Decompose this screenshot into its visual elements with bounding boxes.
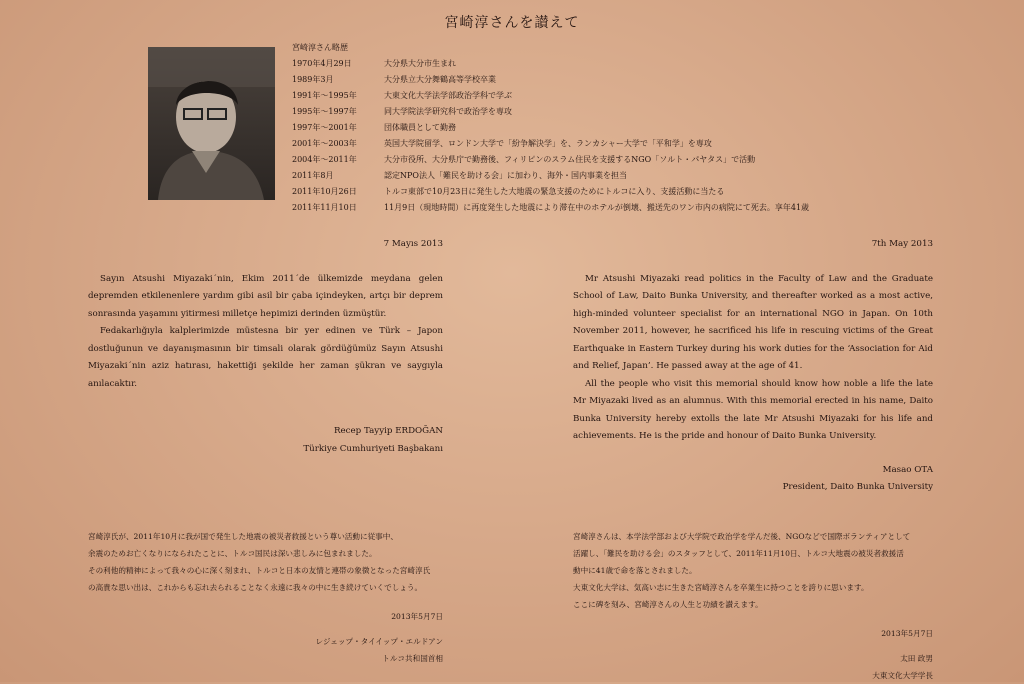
bio-text: 大分県大分市生まれ [384,59,456,68]
biography [292,40,809,216]
bio-row [292,72,809,88]
turkish-signatory-name: Recep Tayyip ERDOĞAN [333,426,443,436]
bio-text: 大分県立大分舞鶴高等学校卒業 [384,75,496,84]
jp-left-line: 宮崎淳氏が、2011年10月に我が国で発生した地震の被災者救援という尊い活動に従事中、 [88,532,398,541]
bio-row [292,152,809,168]
bio-row [292,200,809,216]
english-signatory-name: Masao OTA [882,464,933,475]
bio-date: 2004年〜2011年 [292,155,357,164]
bio-date: 1997年〜2001年 [292,123,357,132]
bio-heading: 宮崎淳さん略歴 [292,43,348,52]
english-paragraph-2: All the people who visit this memorial should know how noble a life the late Mr Miyazaki lived as an alumnus. With this memorial erected in his name, Daito Bunka University hereby extolls the late Mr Atsushi Miyazaki for his life and achievements. He is the pride and honour of Daito Bunka University. [573,378,933,441]
turkish-message [88,236,443,458]
jp-right-line: 動中に41歳で命を落とされました。 [573,566,697,575]
jp-right-signatory-title: 大東文化大学学長 [872,671,933,680]
bio-date: 1989年3月 [292,75,334,84]
bio-row [292,168,809,184]
turkish-date: 7 Mayıs 2013 [383,239,443,249]
page-title: 宮崎淳さんを讃えて [444,15,580,31]
jp-right-line: ここに碑を刻み、宮崎淳さんの人生と功績を讃えます。 [573,600,763,609]
bio-text: 大分市役所、大分県庁で勤務後、フィリピンのスラム住民を支援するNGO「ソルト・パヤタス」で活動 [384,155,756,164]
jp-left-line: の高貴な思い出は、これからも忘れ去られることなく永遠に我々の中に生き続けていくでしょう。 [88,583,423,592]
english-signatory-title: President, Daito Bunka University [782,482,933,492]
bio-text: 認定NPO法人「難民を助ける会」に加わり、海外・国内事業を担当 [384,171,627,180]
bio-text: 大東文化大学法学部政治学科で学ぶ [384,91,512,100]
jp-left-signatory-title: トルコ共和国首相 [382,654,443,663]
bio-text: 英国大学院留学、ロンドン大学で「紛争解決学」を、ランカシャー大学で「平和学」を専攻 [384,139,712,148]
bio-date: 2001年〜2003年 [292,139,357,148]
bio-text: 団体職員として勤務 [384,123,456,132]
jp-right-signatory-name: 太田 政男 [900,654,933,663]
bio-date: 1995年〜1997年 [292,107,357,116]
bio-row [292,56,809,72]
bio-date: 2011年8月 [292,171,334,180]
bio-row [292,104,809,120]
japanese-message-left [88,528,443,667]
japanese-message-right [573,528,933,684]
portrait-photo [148,47,275,200]
turkish-paragraph-1: Sayın Atsushi Miyazaki´nin, Ekim 2011´de ülkemizde meydana gelen depremden etkilenenlere yardım gibi asil bir çaba içindeyken, artçı bir deprem sonrasında yaşamını yitirmesi milletçe hepimizi derinden üzmüştür. [88,273,443,319]
jp-right-line: 大東文化大学は、気高い志に生きた宮崎淳さんを卒業生に持つことを誇りに思います。 [573,583,869,592]
english-date: 7th May 2013 [871,239,933,249]
jp-left-line: 余震のためお亡くなりになられたことに、トルコ国民は深い悲しみに包まれました。 [88,549,377,558]
bio-row [292,88,809,104]
bio-text: トルコ東部で10月23日に発生した大地震の緊急支援のためにトルコに入り、支援活動に当たる [384,187,725,196]
bio-text: 同大学院法学研究科で政治学を専攻 [384,107,512,116]
bio-row [292,120,809,136]
bio-date: 1991年〜1995年 [292,91,357,100]
jp-left-signatory-name: レジェップ・タイイップ・エルドアン [315,637,443,646]
jp-left-line: その利他的精神によって我々の心に深く刻まれ、トルコと日本の友情と連帯の象徴となった宮崎淳氏 [88,566,431,575]
jp-right-line: 宮崎淳さんは、本学法学部および大学院で政治学を学んだ後、NGOなどで国際ボランティアとして [573,532,911,541]
bio-date: 1970年4月29日 [292,59,352,68]
english-message [573,236,933,497]
jp-right-date: 2013年5月7日 [881,629,933,638]
turkish-signatory-title: Türkiye Cumhuriyeti Başbakanı [303,443,443,454]
bio-date: 2011年10月26日 [292,187,357,196]
english-paragraph-1: Mr Atsushi Miyazaki read politics in the Faculty of Law and the Graduate School of Law, Daito Bunka University, and thereafter worked as a most active, high-minded volunteer specialist for an international NGO in Japan. On 10th November 2011, however, he sacrificed his life in rescuing victims of the Great Earthquake in Eastern Turkey during his work duties for the ‘Association for Aid and Relief, Japan’. He passed away at the age of 41. [573,273,933,371]
jp-left-date: 2013年5月7日 [391,612,443,621]
bio-row [292,136,809,152]
jp-right-line: 活躍し、「難民を助ける会」のスタッフとして、2011年11月10日、トルコ大地震の被災者救援活 [573,549,904,558]
turkish-paragraph-2: Fedakarlığıyla kalplerimizde müstesna bir yer edinen ve Türk – Japon dostluğunun ve dayanışmasının bir timsali olarak gördüğümüz Sayın Atsushi Miyazaki´nin aziz hatırası, hakettiği şekilde her zaman şükran ve saygıyla anılacaktır. [88,326,443,389]
bio-row [292,184,809,200]
bio-date: 2011年11月10日 [292,203,357,212]
bio-text: 11月9日（現地時間）に再度発生した地震により滞在中のホテルが倒壊、搬送先のワン市内の病院にて死去。享年41歳 [384,203,810,212]
